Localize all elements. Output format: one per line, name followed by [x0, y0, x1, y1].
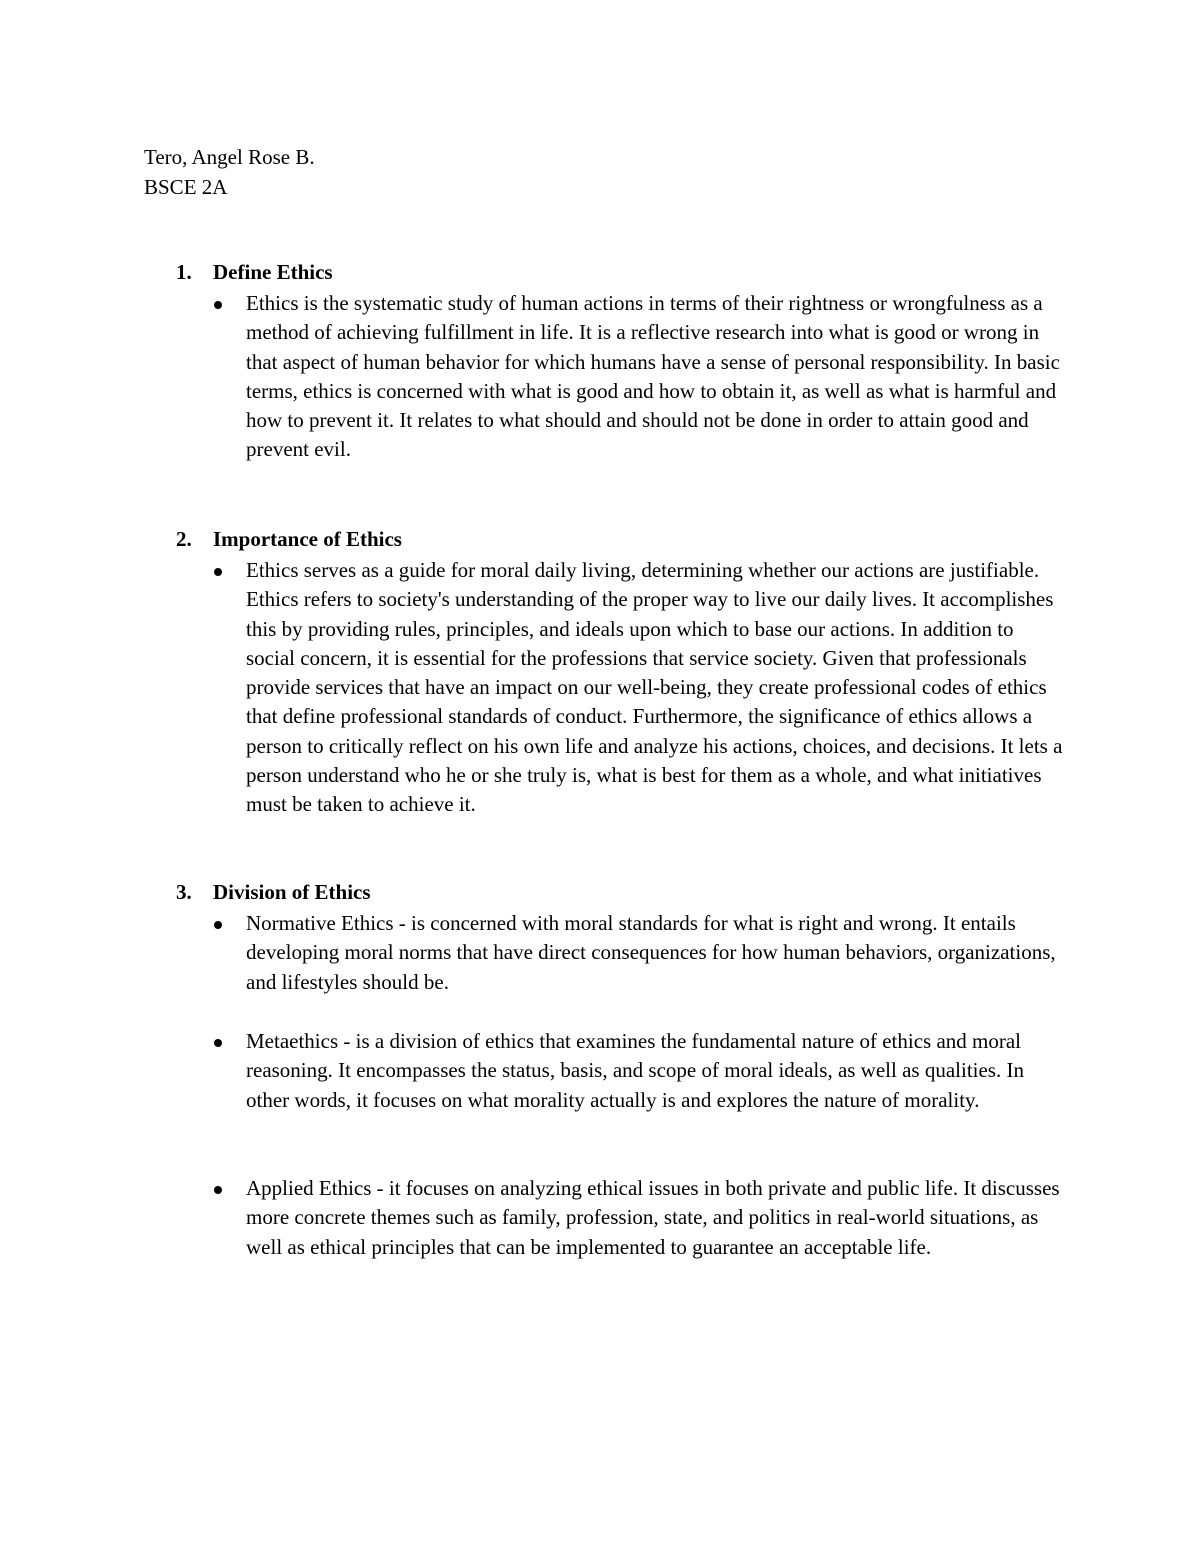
- bullet-icon: [214, 1186, 222, 1194]
- bullet-text: Applied Ethics - it focuses on analyzing ethical issues in both private and public life. It discusses more concrete themes such as family, profession, state, and politics in real-world situations, as well as ethical principles that can be implemented to guarantee an acceptable life.: [246, 1176, 1060, 1259]
- section-heading: 1. Define Ethics: [176, 260, 333, 284]
- bullet-text: Ethics is the systematic study of human actions in terms of their rightness or wrongfulness as a method of achieving fulfillment in life. It is a reflective research into what is good or wrong in that aspect of human behavior for which humans have a sense of personal responsibility. In basic terms, ethics is concerned with what is good and how to obtain it, as well as what is harmful and how to prevent it. It relates to what should and should not be done in order to attain good and prevent evil.: [246, 291, 1060, 462]
- bullet-icon: [214, 568, 222, 576]
- section-heading: 3. Division of Ethics: [176, 880, 371, 904]
- student-name: Tero, Angel Rose B.: [144, 145, 315, 169]
- bullet-icon: [214, 1039, 222, 1047]
- bullet-icon: [214, 921, 222, 929]
- bullet-text: Normative Ethics - is concerned with moral standards for what is right and wrong. It entails developing moral norms that have direct consequences for how human behaviors, organizations, and lifestyles should be.: [246, 911, 1056, 994]
- student-course: BSCE 2A: [144, 175, 228, 199]
- document-header: [144, 142, 315, 202]
- bullet-text: Ethics serves as a guide for moral daily living, determining whether our actions are justifiable. Ethics refers to society's understanding of the proper way to live our daily lives. It accomplishes this by providing rules, principles, and ideals upon which to base our actions. In addition to social concern, it is essential for the professions that service society. Given that professionals provide services that have an impact on our well-being, they create professional codes of ethics that define professional standards of conduct. Furthermore, the significance of ethics allows a person to critically reflect on his own life and analyze his actions, choices, and decisions. It lets a person understand who he or she truly is, what is best for them as a whole, and what initiatives must be taken to achieve it.: [246, 558, 1063, 817]
- bullet-text: Metaethics - is a division of ethics that examines the fundamental nature of ethics and moral reasoning. It encompasses the status, basis, and scope of moral ideals, as well as qualities. In other words, it focuses on what morality actually is and explores the nature of morality.: [246, 1029, 1024, 1112]
- section-heading: 2. Importance of Ethics: [176, 527, 402, 551]
- bullet-icon: [214, 301, 222, 309]
